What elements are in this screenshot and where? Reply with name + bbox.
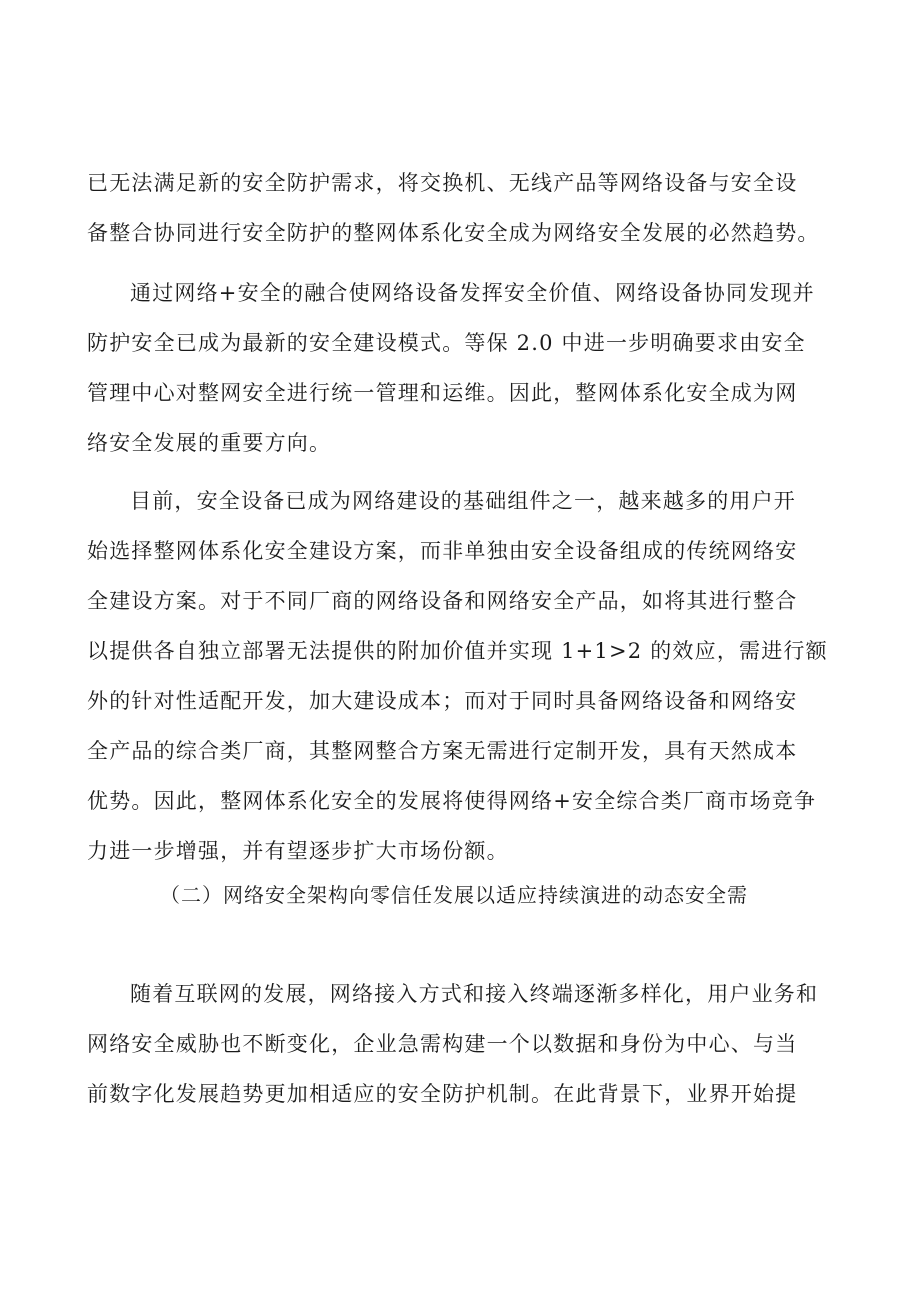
paragraph-2-line-4: 络安全发展的重要方向。 [87, 431, 332, 455]
paragraph-4-line-2: 网络安全威胁也不断变化，企业急需构建一个以数据和身份为中心、与当 [87, 1032, 798, 1056]
paragraph-3-line-8: 力进一步增强，并有望逐步扩大市场份额。 [87, 839, 509, 863]
paragraph-2-line-2: 防护安全已成为最新的安全建设模式。等保 2.0 中进一步明确要求由安全 [87, 331, 806, 355]
paragraph-2-line-1: 通过网络+安全的融合使网络设备发挥安全价值、网络设备协同发现并 [130, 281, 815, 305]
paragraph-3-line-6: 全产品的综合类厂商，其整网整合方案无需进行定制开发，具有天然成本 [87, 739, 798, 763]
paragraph-3-line-4: 以提供各自独立部署无法提供的附加价值并实现 1+1>2 的效应，需进行额 [87, 639, 828, 663]
paragraph-4-line-1: 随着互联网的发展，网络接入方式和接入终端逐渐多样化，用户业务和 [130, 982, 819, 1006]
section-heading: （二）网络安全架构向零信任发展以适应持续演进的动态安全需 [160, 883, 748, 907]
paragraph-3-line-1: 目前，安全设备已成为网络建设的基础组件之一，越来越多的用户开 [130, 489, 796, 513]
paragraph-3-line-7: 优势。因此，整网体系化安全的发展将使得网络+安全综合类厂商市场竞争 [87, 789, 817, 813]
paragraph-3-line-3: 全建设方案。对于不同厂商的网络设备和网络安全产品，如将其进行整合 [87, 589, 798, 613]
paragraph-1-line-2: 备整合协同进行安全防护的整网体系化安全成为网络安全发展的必然趋势。 [87, 221, 820, 245]
paragraph-3-line-2: 始选择整网体系化安全建设方案，而非单独由安全设备组成的传统网络安 [87, 539, 798, 563]
paragraph-4-line-3: 前数字化发展趋势更加相适应的安全防护机制。在此背景下，业界开始提 [87, 1082, 798, 1106]
paragraph-3-line-5: 外的针对性适配开发，加大建设成本；而对于同时具备网络设备和网络安 [87, 689, 798, 713]
paragraph-2-line-3: 管理中心对整网安全进行统一管理和运维。因此，整网体系化安全成为网 [87, 381, 798, 405]
paragraph-1-line-1: 已无法满足新的安全防护需求，将交换机、无线产品等网络设备与安全设 [87, 171, 798, 195]
